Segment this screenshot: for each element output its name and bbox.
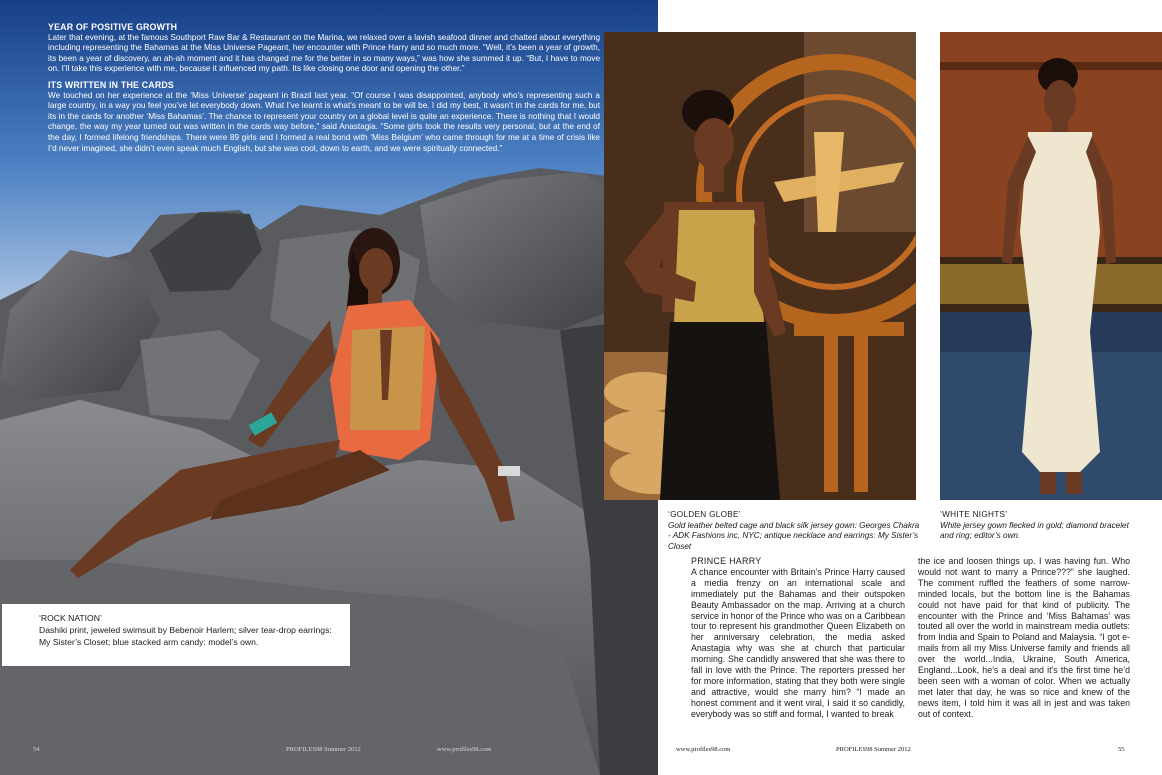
section-body: Later that evening, at the famous Southport Raw Bar & Restaurant on the Marina, we relaxed over a lavish seafood dinner and chatted about everything including representing the Bahamas at the Miss Universe Pageant, her encounter with Prince Harry and so much more. “Well, it’s been a year of growth, its been a year of discovery, an ah-ah moment and it has changed me for the better in so many ways,” was how she summed it up. “But, I have to move on. I’ll take this experience with me, because it influenced my path. Its like closing one door and opening the other.” xyxy=(48,32,600,74)
article-body-col2: the ice and loosen things up. I was having fun. Who would not want to marry a Prince???” she laughed. The comment ruffled the feathers of some narrow-minded locals, but the bottom line is the Bahamas could not have paid for that kind of publicity. The encounter with the Prince and ‘Miss Bahamas’ was touted all over the world in mainstream media outlets: from India and Spain to Poland and Malaysia. “I got e-mails from all my Miss Universe family and friends all over the world...India, Ukraine, South America, England...Look, he’s a deal and it’s the first time he’d been seen with a woman of color. When we actually met later that day, he was so nice and knew of the news item, I told him it was all in jest and was taken out of context. xyxy=(918,556,1130,719)
left-article-text xyxy=(48,22,600,159)
caption-rock-nation xyxy=(2,604,350,666)
caption-golden-globe xyxy=(668,510,922,552)
caption-title: ‘GOLDEN GLOBE’ xyxy=(668,510,741,519)
folio-page-number-left: 54 xyxy=(33,746,40,753)
section-heading: ITS WRITTEN IN THE CARDS xyxy=(48,79,174,90)
white-nights-photo xyxy=(940,32,1162,500)
golden-globe-photo xyxy=(604,32,916,500)
caption-title: ‘WHITE NIGHTS’ xyxy=(940,510,1008,519)
caption-text: Gold leather belted cage and black silk jersey gown: Georges Chakra - ADK Fashions inc, NYC; antique necklace and earrings: My Sister’s Closet xyxy=(668,520,920,551)
section-growth xyxy=(48,22,600,75)
caption-title: ‘ROCK NATION’ xyxy=(39,613,102,623)
caption-text: White jersey gown flecked in gold; diamond bracelet and ring; editor’s own. xyxy=(940,520,1129,540)
caption-white-nights xyxy=(940,510,1140,542)
section-cards xyxy=(48,80,600,154)
article-body-col1: A chance encounter with Britain’s Prince Harry caused a media frenzy on an international scale and immediately put the Bahamas and their outspoken Beauty Ambassador on the map. Arriving at a church service in honor of the Prince who was on a Caribbean tour to represent his grandmother Queen Elizabeth on her anniversary celebration, the media asked Anastagia why was she at church that particular morning. She candidly answered that she was there to fall in love with the Prince. The reporters pressed her for more information, stating that they both were single and attractive, would she marry him? “I made an honest comment and it went viral, I said it so candidly, everybody was so stiff and formal, I wanted to break xyxy=(691,566,905,719)
section-heading: YEAR OF POSITIVE GROWTH xyxy=(48,22,178,32)
folio-magazine-right: PROFILES98 Summer 2012 xyxy=(836,746,911,753)
white-nights-illustration xyxy=(940,32,1162,500)
folio-page-number-right: 55 xyxy=(1118,746,1125,753)
section-body: We touched on her experience at the ‘Miss Universe’ pageant in Brazil last year. “Of course I was disappointed, anybody who’s representing such a large country, in a way you feel you’ve let everybody down. What I’ve learnt is what’s meant to be will be. I did my best, it wasn’t in the cards for me, but its in the cards for another ‘Miss Bahamas’. The chance to represent your country on a global level is quite an experience. There is nothing that I would change, the way my year turned out was written in the cards way before,” said Anastagia. “Some girls took the results very personal, but at the end of the day, I formed lifelong friendships. There were 89 girls and I formed a real bond with ‘Miss Belgium’ who came through for me at a time of crisis like I’d never imagined, she didn’t even speak much English, but she was cool, down to earth, and we were spiritually connected.” xyxy=(48,90,600,153)
article-column-1 xyxy=(691,556,905,720)
golden-globe-illustration xyxy=(604,32,916,500)
folio-url-right: www.profiles98.com xyxy=(676,746,731,753)
article-column-2 xyxy=(918,556,1130,720)
folio-magazine-left: PROFILES98 Summer 2012 xyxy=(286,746,361,753)
caption-text: Dashiki print, jeweled swimsuit by Bebenoir Harlem; silver tear-drop earrings: My Sister’s Closet; blue stacked arm candy: model’s own. xyxy=(39,625,332,647)
article-heading: PRINCE HARRY xyxy=(691,556,762,566)
folio-url-left: www.profiles98.com xyxy=(437,746,492,753)
